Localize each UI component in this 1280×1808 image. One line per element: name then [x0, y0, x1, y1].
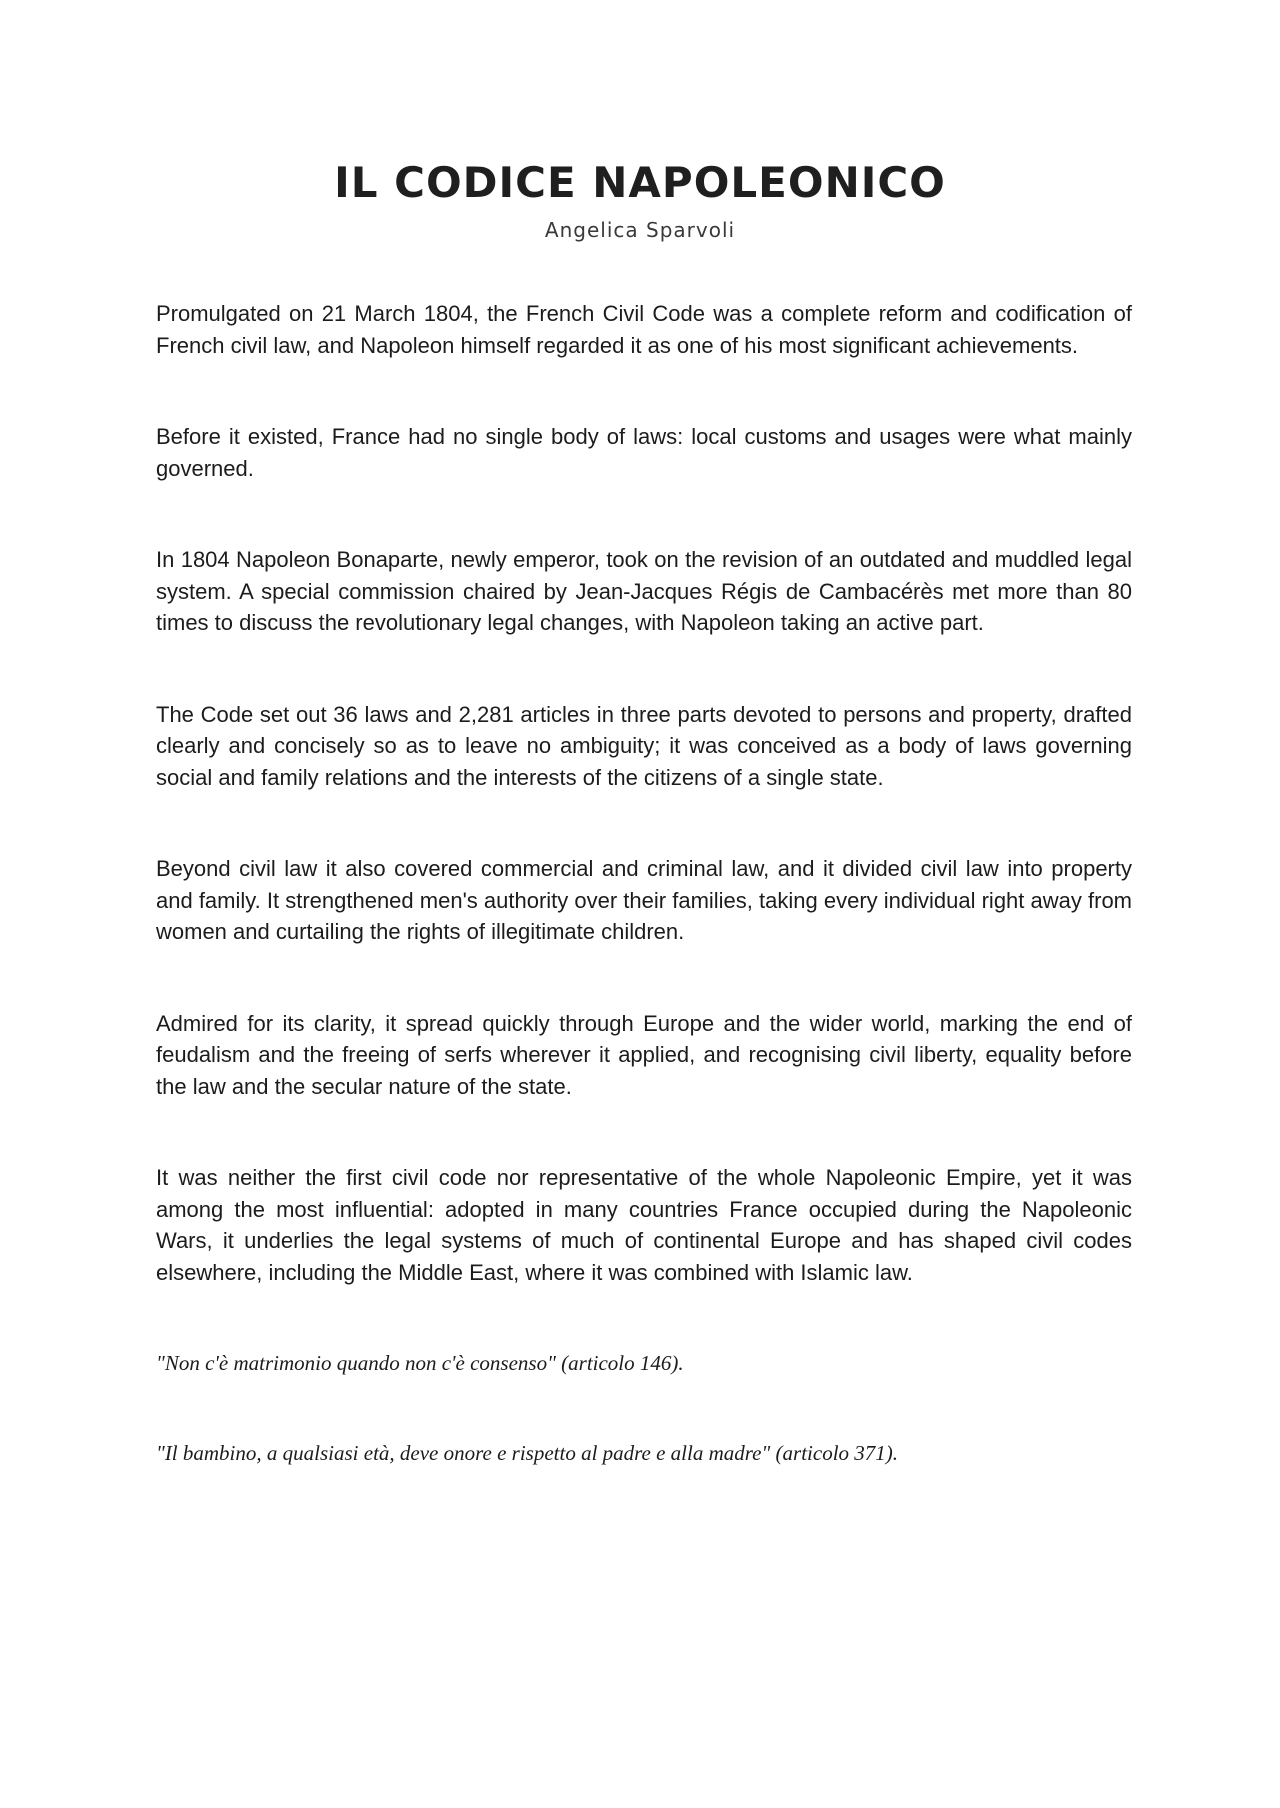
paragraph-1: Promulgated on 21 March 1804, the French Civil Code was a complete reform and codification of French civil law, and Napoleon himself regarded it as one of his most significant achievements.	[156, 301, 1132, 358]
paragraph-2: Before it existed, France had no single body of laws: local customs and usages were what mainly governed.	[156, 424, 1132, 481]
paragraph-3: In 1804 Napoleon Bonaparte, newly emperor, took on the revision of an outdated and muddled legal system. A special commission chaired by Jean-Jacques Régis de Cambacérès met more than 80 times to discuss the revolutionary legal changes, with Napoleon taking an active part.	[156, 547, 1132, 635]
quote-article-146: "Non c'è matrimonio quando non c'è consenso" (articolo 146).	[156, 1351, 684, 1375]
paragraph-5: Beyond civil law it also covered commercial and criminal law, and it divided civil law into property and family. It strengthened men's authority over their families, taking every individual right away from women and curtailing the rights of illegitimate children.	[156, 856, 1132, 944]
paragraph-7: It was neither the first civil code nor representative of the whole Napoleonic Empire, yet it was among the most influential: adopted in many countries France occupied during the Napoleonic Wars, it underlies the legal systems of much of continental Europe and has shaped civil codes elsewhere, including the Middle East, where it was combined with Islamic law.	[156, 1165, 1132, 1285]
paragraph-6: Admired for its clarity, it spread quickly through Europe and the wider world, marking the end of feudalism and the freeing of serfs wherever it applied, and recognising civil liberty, equality before the law and the secular nature of the state.	[156, 1010, 1132, 1099]
document-title: IL CODICE NAPOLEONICO	[334, 158, 946, 207]
document-author: Angelica Sparvoli	[544, 218, 736, 242]
quote-article-371: "Il bambino, a qualsiasi età, deve onore e rispetto al padre e alla madre" (articolo 371).	[156, 1440, 899, 1465]
document-body	[156, 298, 1132, 1529]
paragraph-4: The Code set out 36 laws and 2,281 articles in three parts devoted to persons and property, drafted clearly and concisely so as to leave no ambiguity; it was conceived as a body of laws governing social and family relations and the interests of the citizens of a single state.	[156, 701, 1132, 790]
